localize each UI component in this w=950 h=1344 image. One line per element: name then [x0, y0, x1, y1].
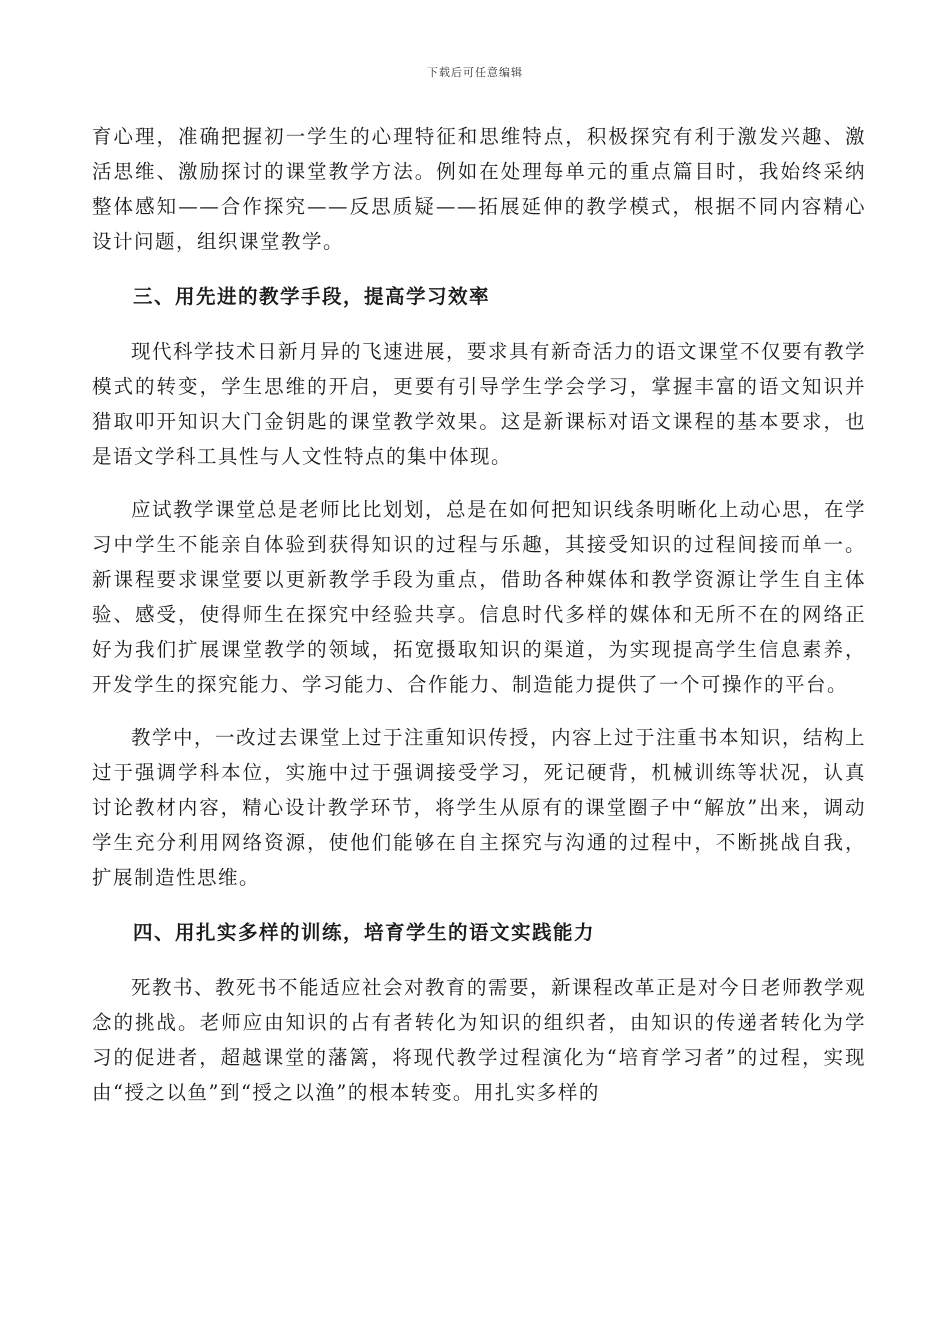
section-heading-4: 四、用扎实多样的训练，培育学生的语文实践能力 — [133, 921, 596, 944]
document-body — [92, 119, 866, 1110]
paragraph-continued: 育心理，准确把握初一学生的心理特征和思维特点，积极探究有利于激发兴趣、激活思维、激励探讨的课堂教学方法。例如在处理每单元的重点篇目时，我始终采纳整体感知——合作探究——反思质疑——拓展延伸的教学模式，根据不同内容精心设计问题，组织课堂教学。 — [92, 125, 866, 253]
header-note: 下载后可任意编辑 — [427, 66, 523, 79]
paragraph: 应试教学课堂总是老师比比划划，总是在如何把知识线条明晰化上动心思，在学习中学生不能亲自体验到获得知识的过程与乐趣，其接受知识的过程间接而单一。新课程要求课堂要以更新教学手段为重点，借助各种媒体和教学资源让学生自主体验、感受，使得师生在探究中经验共享。信息时代多样的媒体和无所不在的网络正好为我们扩展课堂教学的领域，拓宽摄取知识的渠道，为实现提高学生信息素养，开发学生的探究能力、学习能力、合作能力、制造能力提供了一个可操作的平台。 — [92, 498, 867, 696]
paragraph: 现代科学技术日新月异的飞速进展，要求具有新奇活力的语文课堂不仅要有教学模式的转变，学生思维的开启，更要有引导学生学会学习，掌握丰富的语文知识并猎取叩开知识大门金钥匙的课堂教学效果。这是新课标对语文课程的基本要求，也是语文学科工具性与人文性特点的集中体现。 — [92, 340, 867, 468]
paragraph: 教学中，一改过去课堂上过于注重知识传授，内容上过于注重书本知识，结构上过于强调学科本位，实施中过于强调接受学习，死记硬背，机械训练等状况，认真讨论教材内容，精心设计教学环节，将学生从原有的课堂圈子中“解放”出来，调动学生充分利用网络资源，使他们能够在自主探究与沟通的过程中，不断挑战自我，扩展制造性思维。 — [92, 726, 867, 889]
section-heading-3: 三、用先进的教学手段，提高学习效率 — [133, 285, 491, 308]
paragraph: 死教书、教死书不能适应社会对教育的需要，新课程改革正是对今日老师教学观念的挑战。老师应由知识的占有者转化为知识的组织者，由知识的传递者转化为学习的促进者，超越课堂的藩篱，将现代教学过程演化为“培育学习者”的过程，实现由“授之以鱼”到“授之以渔”的根本转变。用扎实多样的 — [92, 976, 867, 1104]
